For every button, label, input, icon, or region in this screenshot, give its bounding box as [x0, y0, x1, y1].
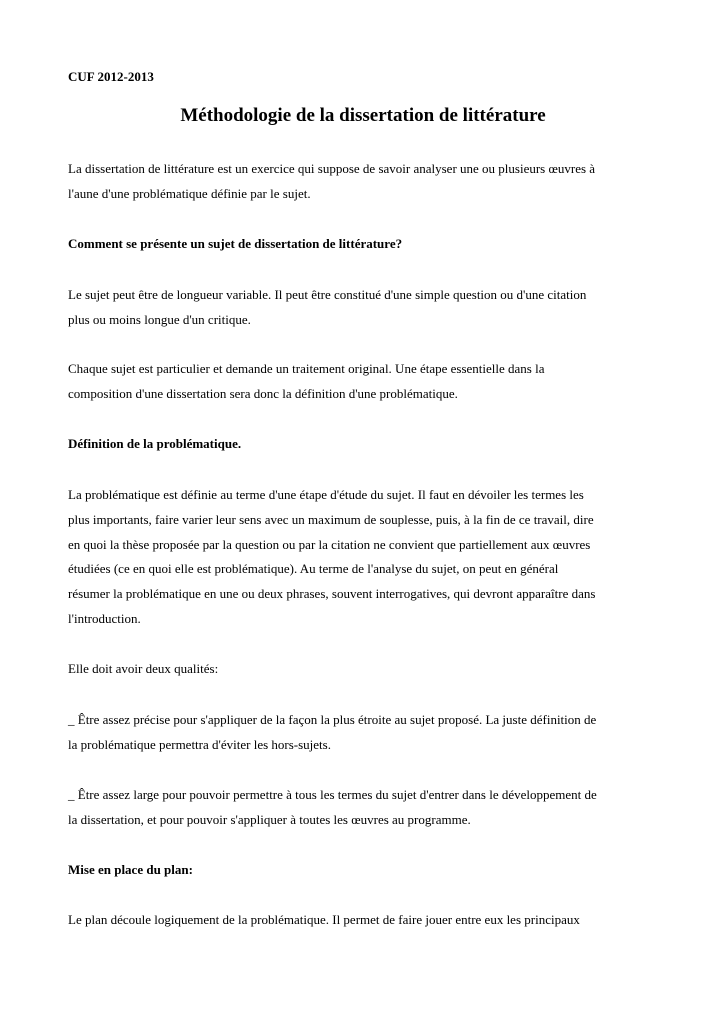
- paragraph-line: en quoi la thèse proposée par la question ou par la citation ne convient que partiellement aux œuvres: [68, 537, 591, 552]
- paragraph-line: Chaque sujet est particulier et demande un traitement original. Une étape essentielle dans la: [68, 361, 545, 376]
- paragraph-line: Elle doit avoir deux qualités:: [68, 661, 219, 676]
- paragraph-line: l'introduction.: [68, 611, 141, 626]
- list-item-line: _ Être assez précise pour s'appliquer de la façon la plus étroite au sujet proposé. La juste définition de: [68, 712, 597, 727]
- paragraph-line: La problématique est définie au terme d'une étape d'étude du sujet. Il faut en dévoiler les termes les: [68, 487, 584, 502]
- paragraph-line: résumer la problématique en une ou deux phrases, souvent interrogatives, qui devront apparaître dans: [68, 586, 596, 601]
- section-heading-problematique: Définition de la problématique.: [68, 436, 242, 451]
- paragraph-line: composition d'une dissertation sera donc la définition d'une problématique.: [68, 386, 458, 401]
- section-heading-sujet: Comment se présente un sujet de dissertation de littérature?: [68, 236, 403, 251]
- document-title: Méthodologie de la dissertation de littérature: [180, 105, 546, 126]
- intro-line-2: l'aune d'une problématique définie par le sujet.: [68, 186, 311, 201]
- list-item-line: la problématique permettra d'éviter les hors-sujets.: [68, 737, 331, 752]
- list-item-line: _ Être assez large pour pouvoir permettre à tous les termes du sujet d'entrer dans le développement de: [68, 787, 597, 802]
- paragraph-line: plus ou moins longue d'un critique.: [68, 312, 251, 327]
- list-item-line: la dissertation, et pour pouvoir s'appliquer à toutes les œuvres au programme.: [68, 812, 471, 827]
- intro-line-1: La dissertation de littérature est un exercice qui suppose de savoir analyser une ou plusieurs œuvres à: [68, 161, 596, 176]
- document-header: CUF 2012-2013: [68, 69, 154, 84]
- paragraph-line: plus importants, faire varier leur sens avec un maximum de souplesse, puis, à la fin de ce travail, dire: [68, 512, 594, 527]
- paragraph-line: étudiées (ce en quoi elle est problématique). Au terme de l'analyse du sujet, on peut en général: [68, 561, 559, 576]
- paragraph-line: Le plan découle logiquement de la problématique. Il permet de faire jouer entre eux les principaux: [68, 912, 580, 927]
- paragraph-line: Le sujet peut être de longueur variable. Il peut être constitué d'une simple question ou d'une citation: [68, 287, 587, 302]
- section-heading-plan: Mise en place du plan:: [68, 862, 193, 877]
